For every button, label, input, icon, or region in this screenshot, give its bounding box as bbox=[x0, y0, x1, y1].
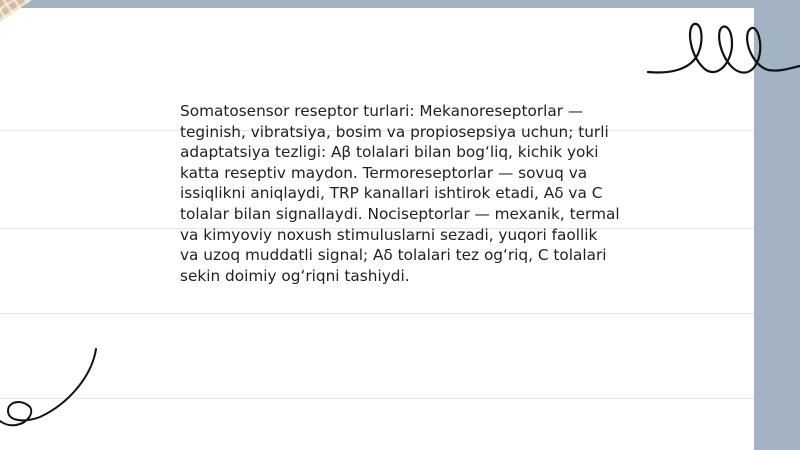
swirl-doodle-bottom-left bbox=[0, 345, 110, 430]
ruled-line bbox=[0, 398, 754, 399]
ruled-line bbox=[0, 313, 754, 314]
swirl-doodle-top-right bbox=[640, 14, 800, 84]
body-text: Somatosensor reseptor turlari: Mekanoreseptorlar — teginish, vibratsiya, bosim va propiosepsiya uchun; turli adaptatsiya tezligi: Aβ tolalari bilan bogʻliq, kichik yoki katta reseptiv maydon. Termoreseptorlar — sovuq va issiqlikni aniqlaydi, TRP kanallari ishtirok etadi, Aδ va C tolalar bilan signallaydi. Nociseptorlar — mexanik, termal va kimyoviy noxush stimuluslarni sezadi, yuqori faollik va uzoq muddatli signal; Aδ tolalari tez ogʻriq, C tolalari sekin doimiy ogʻriqni tashiydi. bbox=[180, 102, 620, 285]
